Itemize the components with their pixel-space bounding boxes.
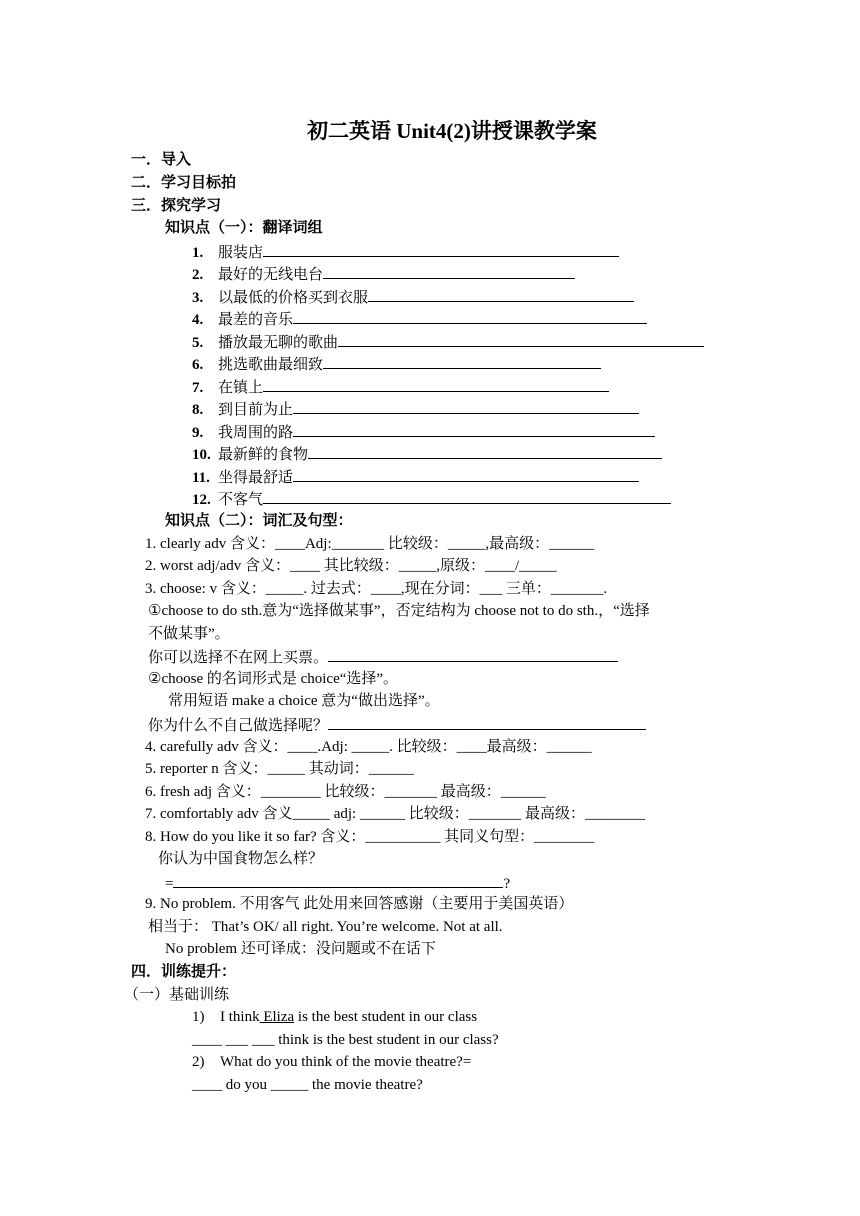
list-item: 12. 不客气 [192,488,671,510]
answer-blank[interactable] [308,443,662,459]
answer-blank[interactable] [368,286,634,302]
translation-line: 你可以选择不在网上买票。 [148,646,618,668]
answer-blank[interactable] [323,353,601,369]
page-title: 初二英语 Unit4(2)讲授课教学案 [307,119,597,143]
section-heading: 四．训练提升： [131,964,237,980]
translation-line: = ? [165,872,510,894]
list-item: 8. 到目前为止 [192,398,639,420]
vocab-line: 5. reporter n 含义：_____ 其动词：______ [145,761,414,777]
section-heading: 一．导入 [131,152,192,168]
note-line: ①choose to do sth.意为“选择做某事”，否定结构为 choose not to do sth.，“选择 [148,603,650,619]
list-item: 1. 服装店 [192,241,619,263]
exercise-item: 2) What do you think of the movie theatre?= [192,1054,472,1070]
list-item: 2. 最好的无线电台 [192,263,575,285]
answer-blank[interactable] [323,263,575,279]
list-item: 7. 在镇上 [192,376,609,398]
vocab-line: 3. choose: v 含义：_____. 过去式：____,现在分词：___ 三单：_______. [145,581,608,597]
answer-blank[interactable] [173,872,503,888]
list-item: 6. 挑选歌曲最细致 [192,353,601,375]
list-item: 11. 坐得最舒适 [192,466,639,488]
translation-line: 你认为中国食物怎么样？ [158,851,324,867]
vocab-line: 9. No problem. 不用客气 此处用来回答感谢（主要用于美国英语） [145,896,574,912]
vocab-line: 7. comfortably adv 含义_____ adj: ______ 比较级：_______ 最高级：________ [145,806,645,822]
vocab-line: 2. worst adj/adv 含义：____ 其比较级：_____,原级：____/_____ [145,558,557,574]
answer-blank[interactable] [293,466,639,482]
vocab-line: 1. clearly adv 含义：____Adj:_______ 比较级：_____,最高级：______ [145,536,595,552]
section-heading: 二．学习目标拍 [131,175,237,191]
list-item: 5. 播放最无聊的歌曲 [192,331,704,353]
kp1-heading: 知识点（一）：翻译词组 [165,220,323,236]
vocab-line: 4. carefully adv 含义：____.Adj: _____. 比较级：____最高级：______ [145,739,592,755]
note-line: ②choose 的名词形式是 choice“选择”。 [148,671,399,687]
exercise-blank-line[interactable]: ____ do you _____ the movie theatre? [192,1077,423,1093]
translation-line: 你为什么不自己做选择呢？ [148,714,646,736]
kp2-heading: 知识点（二）：词汇及句型： [165,513,353,529]
answer-blank[interactable] [263,376,609,392]
list-item: 10. 最新鲜的食物 [192,443,662,465]
answer-blank[interactable] [263,241,619,257]
answer-blank[interactable] [328,646,618,662]
answer-blank[interactable] [293,308,647,324]
exercise-blank-line[interactable]: ____ ___ ___ think is the best student in our class? [192,1032,499,1048]
answer-blank[interactable] [293,398,639,414]
vocab-line: 8. How do you like it so far? 含义：__________ 其同义句型：________ [145,829,595,845]
list-item: 3. 以最低的价格买到衣服 [192,286,634,308]
note-line: 常用短语 make a choice 意为“做出选择”。 [168,693,440,709]
section-heading: 三．探究学习 [131,198,222,214]
answer-blank[interactable] [338,331,704,347]
note-line: No problem 还可译成：没问题或不在话下 [165,941,436,957]
note-line: 不做某事”。 [148,626,230,642]
note-line: 相当于： That’s OK/ all right. You’re welcome. Not at all. [148,919,503,935]
answer-blank[interactable] [328,714,646,730]
vocab-line: 6. fresh adj 含义：________ 比较级：_______ 最高级：______ [145,784,546,800]
answer-blank[interactable] [263,488,671,504]
list-item: 4. 最差的音乐 [192,308,647,330]
list-item: 9. 我周围的路 [192,421,655,443]
subsection-heading: （一）基础训练 [124,987,230,1003]
exercise-item: 1) I think Eliza is the best student in our class [192,1009,478,1025]
answer-blank[interactable] [293,421,655,437]
